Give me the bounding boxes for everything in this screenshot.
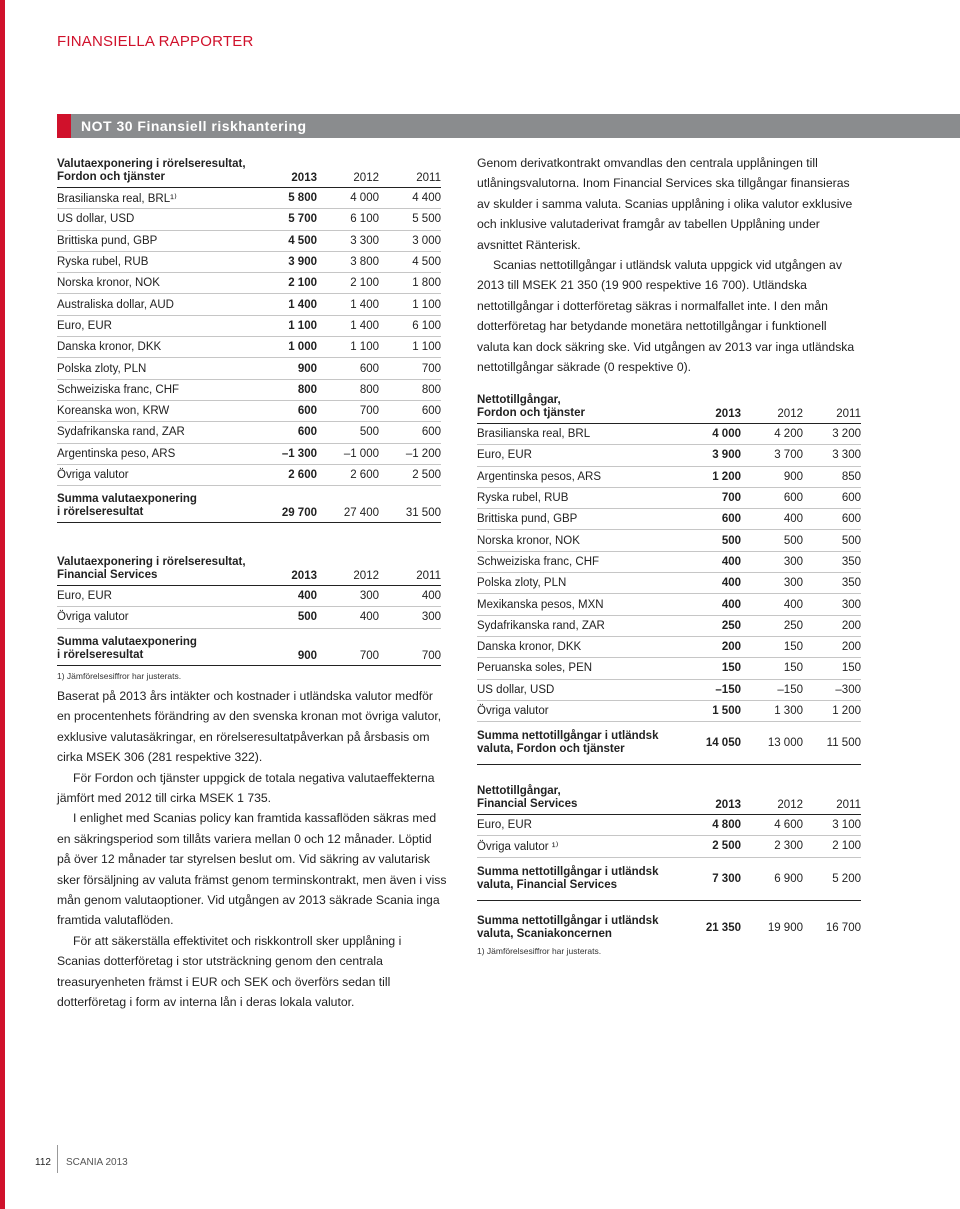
- cell-2012: 150: [783, 641, 803, 654]
- cell-2013: 5 800: [288, 192, 317, 205]
- row-label: Australiska dollar, AUD: [57, 298, 174, 311]
- cell-2011: 350: [841, 555, 861, 568]
- cell-2012: 400: [783, 598, 803, 611]
- row-label: Euro, EUR: [477, 449, 532, 462]
- sum-label-line2: valuta, Fordon och tjänster: [477, 743, 625, 756]
- year-2012: 2012: [777, 408, 803, 420]
- cell-2011: 6 100: [412, 319, 441, 332]
- cell-2013: 1 100: [288, 319, 317, 332]
- row-label: Polska zloty, PLN: [57, 362, 147, 375]
- row-label: Ryska rubel, RUB: [57, 256, 149, 269]
- cell-2011: 1 100: [412, 341, 441, 354]
- row-label: Koreanska won, KRW: [57, 405, 170, 418]
- cell-2011: 1 800: [412, 277, 441, 290]
- sum-2011: 11 500: [826, 737, 861, 750]
- cell-2012: 1 300: [774, 705, 803, 717]
- row-label: Övriga valutor: [477, 705, 549, 717]
- year-2012: 2012: [353, 570, 379, 582]
- cell-2011: –300: [835, 683, 861, 696]
- paragraph: För Fordon och tjänster uppgick de totala negativa valutaeffekterna jämfört med 2012 till cirka MSEK 1 735.: [57, 770, 435, 806]
- table-row: [57, 231, 441, 252]
- row-label: US dollar, USD: [477, 683, 555, 696]
- sum-label-line1: Summa valutaexponering: [57, 493, 197, 506]
- table-row: [57, 422, 441, 443]
- cell-2012: 900: [783, 470, 803, 483]
- cell-2012: 300: [359, 590, 379, 603]
- sum-label-line1: Summa valutaexponering: [57, 635, 197, 648]
- year-2013: 2013: [291, 570, 317, 582]
- sum-2012: 13 000: [767, 737, 803, 750]
- cell-2013: 400: [721, 577, 741, 590]
- table-row: [477, 530, 861, 551]
- cell-2011: 200: [841, 619, 861, 632]
- table-row: [477, 701, 861, 722]
- year-2011: 2011: [836, 408, 861, 420]
- table-row: [57, 380, 441, 401]
- cell-2012: 2 600: [350, 469, 379, 481]
- sum-label-line2: valuta, Financial Services: [477, 878, 617, 891]
- cell-2013: 800: [297, 383, 317, 396]
- sum-2012: 6 900: [774, 872, 803, 885]
- sum-label-line1: Summa nettotillgångar i utländsk: [477, 730, 659, 743]
- cell-2012: –1 000: [343, 447, 379, 460]
- table-row: [477, 680, 861, 701]
- table-row: [477, 509, 861, 530]
- cell-2011: 1 200: [832, 705, 861, 717]
- year-2013: 2013: [715, 799, 741, 811]
- cell-2013: 3 900: [288, 256, 317, 269]
- cell-2013: 1 500: [712, 705, 741, 717]
- sum-2013: 14 050: [705, 737, 741, 750]
- sum-label-line1: Summa nettotillgångar i utländsk: [477, 865, 659, 878]
- cell-2012: 400: [359, 611, 379, 624]
- sum-2011: 31 500: [405, 507, 441, 520]
- table-sum-row: [57, 486, 441, 523]
- table-row: [57, 607, 441, 628]
- cell-2013: 250: [721, 619, 741, 632]
- table-row: [477, 616, 861, 637]
- left-body-text: [57, 686, 447, 1013]
- table-row: [477, 445, 861, 466]
- section-header: FINANSIELLA RAPPORTER: [57, 33, 254, 50]
- cell-2012: 1 100: [350, 341, 379, 354]
- total-label-line2: valuta, Scaniakoncernen: [477, 927, 612, 940]
- cell-2012: 150: [783, 662, 803, 675]
- year-2013: 2013: [291, 172, 317, 184]
- row-label: Euro, EUR: [57, 319, 112, 332]
- table-row: [57, 273, 441, 294]
- year-2012: 2012: [353, 172, 379, 184]
- cell-2013: 600: [297, 426, 317, 439]
- table-title-line1: Valutaexponering i rörelseresultat,: [57, 556, 246, 568]
- row-label: Brasilianska real, BRL: [477, 428, 591, 441]
- cell-2012: 3 800: [350, 256, 379, 269]
- cell-2013: 2 600: [288, 469, 317, 481]
- paragraph: Genom derivatkontrakt omvandlas den centrala upplåningen till utlåningsvalutorna. Inom Financial Services ska tillgångar finansieras av skulder i samma valuta. Scanias upplåning i olika valutor exklusive och inklusive valutaderivat framgår av tabellen Upplåning under avsnittet Ränterisk.: [477, 156, 853, 252]
- table-row: [477, 594, 861, 615]
- cell-2011: 300: [421, 611, 441, 624]
- row-label: Argentinska pesos, ARS: [477, 470, 602, 483]
- cell-2011: 500: [841, 534, 861, 547]
- table-header: [477, 785, 861, 815]
- row-label: Peruanska soles, PEN: [477, 662, 593, 675]
- table-row: [477, 573, 861, 594]
- paragraph: För att säkerställa effektivitet och riskkontroll sker upplåning i Scanias dotterföretag i stor utsträckning genom den centrala treasuryenheten främst i EUR och SEK och överförs sedan till dotterföretag i form av interna lån i deras lokala valutor.: [57, 933, 402, 1010]
- sum-label-line2: i rörelseresultat: [57, 506, 144, 519]
- row-label: US dollar, USD: [57, 213, 135, 226]
- cell-2012: 3 700: [774, 449, 803, 462]
- table-title-line1: Valutaexponering i rörelseresultat,: [57, 158, 246, 170]
- cell-2012: 2 300: [774, 840, 803, 853]
- cell-2013: 5 700: [288, 213, 317, 226]
- cell-2011: 3 200: [832, 428, 861, 441]
- table-sum-row: [477, 858, 861, 901]
- cell-2011: 800: [421, 383, 441, 396]
- cell-2013: 600: [721, 513, 741, 526]
- table-row: [57, 465, 441, 486]
- cell-2013: –150: [715, 683, 741, 696]
- cell-2013: 400: [297, 590, 317, 603]
- table-title-line2: Fordon och tjänster: [477, 407, 585, 419]
- table-row: [477, 467, 861, 488]
- cell-2011: 600: [421, 426, 441, 439]
- cell-2013: 400: [721, 598, 741, 611]
- note-title: NOT 30 Finansiell riskhantering: [81, 118, 307, 134]
- table-row: [57, 294, 441, 315]
- cell-2012: 800: [359, 383, 379, 396]
- table-row: [57, 252, 441, 273]
- paragraph: I enlighet med Scanias policy kan framtida kassaflöden säkras med en säkringsperiod som tillåts variera mellan 0 och 12 månader. Löptid på över 12 månader tar styrelsen beslut om. Vid säkring av valutarisk sker försäljning av valuta främst genom terminskontrakt, men även i viss mån genom valutaoptioner. Vid utgången av 2013 säkrade Scania inga framtida valutaflöden.: [57, 811, 447, 928]
- cell-2011: 400: [421, 590, 441, 603]
- cell-2013: 1 000: [288, 341, 317, 354]
- paragraph: Baserat på 2013 års intäkter och kostnader i utländska valutor medför en procentenhets förändring av den svenska kronan mot övriga valutor, exklusive valutasäkringar, en rörelseresultatpåverkan på årsbasis om cirka MSEK 306 (281 respektive 322).: [57, 689, 442, 765]
- row-label: Brittiska pund, GBP: [57, 234, 158, 247]
- cell-2012: 250: [783, 619, 803, 632]
- paragraph: Scanias nettotillgångar i utländsk valuta uppgick vid utgången av 2013 till MSEK 21 350 (19 900 respektive 16 700). Utländska nettotillgångar i dotterföretag säkras i normalfallet inte. I den mån dotterföretag har betydande monetära nettotillgångar i funktionell valuta kan dock säkring ske. Vid utgången av 2013 var inga utländska nettotillgångar säkrade (0 respektive 0).: [477, 258, 855, 375]
- row-label: Argentinska peso, ARS: [57, 447, 176, 460]
- sum-2013: 900: [297, 649, 317, 662]
- cell-2012: 4 200: [774, 428, 803, 441]
- table-title-line2: Financial Services: [477, 798, 578, 810]
- cell-2013: 900: [297, 362, 317, 375]
- cell-2012: 400: [783, 513, 803, 526]
- cell-2011: 2 100: [832, 840, 861, 853]
- note-title-bar: [57, 114, 960, 138]
- table-row: [57, 444, 441, 465]
- table-grand-total-row: [477, 907, 861, 949]
- cell-2012: 4 600: [774, 819, 803, 832]
- row-label: Övriga valutor ¹⁾: [477, 841, 559, 854]
- cell-2013: –1 300: [281, 447, 317, 460]
- cell-2011: 300: [841, 598, 861, 611]
- total-2013: 21 350: [705, 921, 741, 934]
- cell-2012: 1 400: [350, 319, 379, 332]
- row-label: Övriga valutor: [57, 469, 129, 481]
- table-row: [477, 637, 861, 658]
- table-row: [477, 424, 861, 445]
- sum-2013: 7 300: [712, 872, 741, 885]
- cell-2012: 4 000: [350, 192, 379, 205]
- table-net-assets-financial-services: [477, 785, 861, 949]
- cell-2011: 150: [841, 662, 861, 675]
- table-row: [477, 552, 861, 573]
- footnote: 1) Jämförelsesiffror har justerats.: [57, 671, 182, 681]
- cell-2012: 700: [359, 405, 379, 418]
- right-body-text: [477, 153, 862, 377]
- table-net-assets-vehicles: [477, 394, 861, 765]
- cell-2011: 5 500: [412, 213, 441, 226]
- row-label: Brittiska pund, GBP: [477, 513, 578, 526]
- total-2012: 19 900: [767, 921, 803, 934]
- cell-2013: 700: [721, 492, 741, 505]
- row-label: Mexikanska pesos, MXN: [477, 598, 604, 611]
- table-header: [477, 394, 861, 424]
- year-2012: 2012: [777, 799, 803, 811]
- page-brand: SCANIA 2013: [66, 1157, 128, 1168]
- table-exposure-vehicles: [57, 158, 441, 523]
- table-row: [57, 586, 441, 607]
- year-2011: 2011: [416, 570, 441, 582]
- cell-2013: 3 900: [712, 449, 741, 462]
- table-row: [57, 316, 441, 337]
- cell-2011: 350: [841, 577, 861, 590]
- table-exposure-financial-services: [57, 556, 441, 666]
- cell-2012: 600: [359, 362, 379, 375]
- page-divider: [57, 1145, 58, 1173]
- cell-2013: 4 500: [288, 234, 317, 247]
- cell-2013: 600: [297, 405, 317, 418]
- cell-2011: 2 500: [412, 469, 441, 481]
- cell-2012: 500: [783, 534, 803, 547]
- row-label: Brasilianska real, BRL¹⁾: [57, 193, 177, 206]
- cell-2013: 400: [721, 555, 741, 568]
- year-2011: 2011: [416, 172, 441, 184]
- cell-2013: 200: [721, 641, 741, 654]
- table-row: [57, 188, 441, 209]
- red-margin-bar: [0, 0, 5, 1209]
- row-label: Sydafrikanska rand, ZAR: [57, 426, 185, 439]
- row-label: Polska zloty, PLN: [477, 577, 567, 590]
- table-row: [57, 209, 441, 230]
- table-row: [477, 836, 861, 857]
- cell-2011: 4 500: [412, 256, 441, 269]
- cell-2013: 150: [721, 662, 741, 675]
- sum-label-line2: i rörelseresultat: [57, 648, 144, 661]
- cell-2012: 600: [783, 492, 803, 505]
- cell-2013: 1 200: [712, 470, 741, 483]
- table-title-line2: Fordon och tjänster: [57, 171, 165, 183]
- cell-2013: 2 500: [712, 840, 741, 853]
- sum-2011: 700: [421, 649, 441, 662]
- cell-2012: 2 100: [350, 277, 379, 290]
- cell-2011: 1 100: [412, 298, 441, 311]
- table-header: [57, 158, 441, 188]
- table-title-line2: Financial Services: [57, 569, 158, 581]
- cell-2011: 3 000: [412, 234, 441, 247]
- cell-2012: 3 300: [350, 234, 379, 247]
- table-title-line1: Nettotillgångar,: [477, 394, 561, 406]
- cell-2012: 6 100: [350, 213, 379, 226]
- cell-2012: 500: [359, 426, 379, 439]
- cell-2013: 500: [721, 534, 741, 547]
- cell-2013: 4 000: [712, 428, 741, 441]
- cell-2011: 3 100: [832, 819, 861, 832]
- row-label: Övriga valutor: [57, 611, 129, 624]
- table-row: [57, 401, 441, 422]
- cell-2012: 300: [783, 555, 803, 568]
- cell-2013: 2 100: [288, 277, 317, 290]
- sum-2012: 700: [359, 649, 379, 662]
- cell-2011: –1 200: [405, 447, 441, 460]
- cell-2011: 3 300: [832, 449, 861, 462]
- table-row: [477, 815, 861, 836]
- cell-2011: 600: [841, 492, 861, 505]
- cell-2013: 500: [297, 611, 317, 624]
- table-sum-row: [477, 722, 861, 765]
- cell-2011: 200: [841, 641, 861, 654]
- table-row: [57, 337, 441, 358]
- row-label: Euro, EUR: [477, 819, 532, 832]
- table-header: [57, 556, 441, 586]
- cell-2013: 4 800: [712, 819, 741, 832]
- table-sum-row: [57, 629, 441, 666]
- table-row: [477, 488, 861, 509]
- row-label: Schweiziska franc, CHF: [57, 383, 180, 396]
- cell-2012: 300: [783, 577, 803, 590]
- row-label: Danska kronor, DKK: [57, 341, 162, 354]
- year-2013: 2013: [715, 408, 741, 420]
- table-row: [57, 358, 441, 379]
- sum-2012: 27 400: [343, 507, 379, 520]
- row-label: Ryska rubel, RUB: [477, 492, 569, 505]
- cell-2011: 600: [841, 513, 861, 526]
- cell-2013: 1 400: [288, 298, 317, 311]
- cell-2012: 1 400: [350, 298, 379, 311]
- row-label: Danska kronor, DKK: [477, 641, 582, 654]
- year-2011: 2011: [836, 799, 861, 811]
- cell-2011: 4 400: [412, 192, 441, 205]
- row-label: Norska kronor, NOK: [477, 534, 580, 547]
- table-title-line1: Nettotillgångar,: [477, 785, 561, 797]
- row-label: Schweiziska franc, CHF: [477, 555, 600, 568]
- page-number: 112: [35, 1157, 51, 1168]
- note-accent: [57, 114, 71, 138]
- sum-2013: 29 700: [281, 507, 317, 520]
- total-label-line1: Summa nettotillgångar i utländsk: [477, 914, 659, 927]
- row-label: Euro, EUR: [57, 590, 112, 603]
- cell-2011: 600: [421, 405, 441, 418]
- table-row: [477, 658, 861, 679]
- sum-2011: 5 200: [832, 872, 861, 885]
- footnote: 1) Jämförelsesiffror har justerats.: [477, 946, 602, 956]
- total-2011: 16 700: [825, 921, 861, 934]
- row-label: Sydafrikanska rand, ZAR: [477, 619, 605, 632]
- cell-2011: 850: [841, 470, 861, 483]
- row-label: Norska kronor, NOK: [57, 277, 160, 290]
- cell-2012: –150: [777, 683, 803, 696]
- cell-2011: 700: [421, 362, 441, 375]
